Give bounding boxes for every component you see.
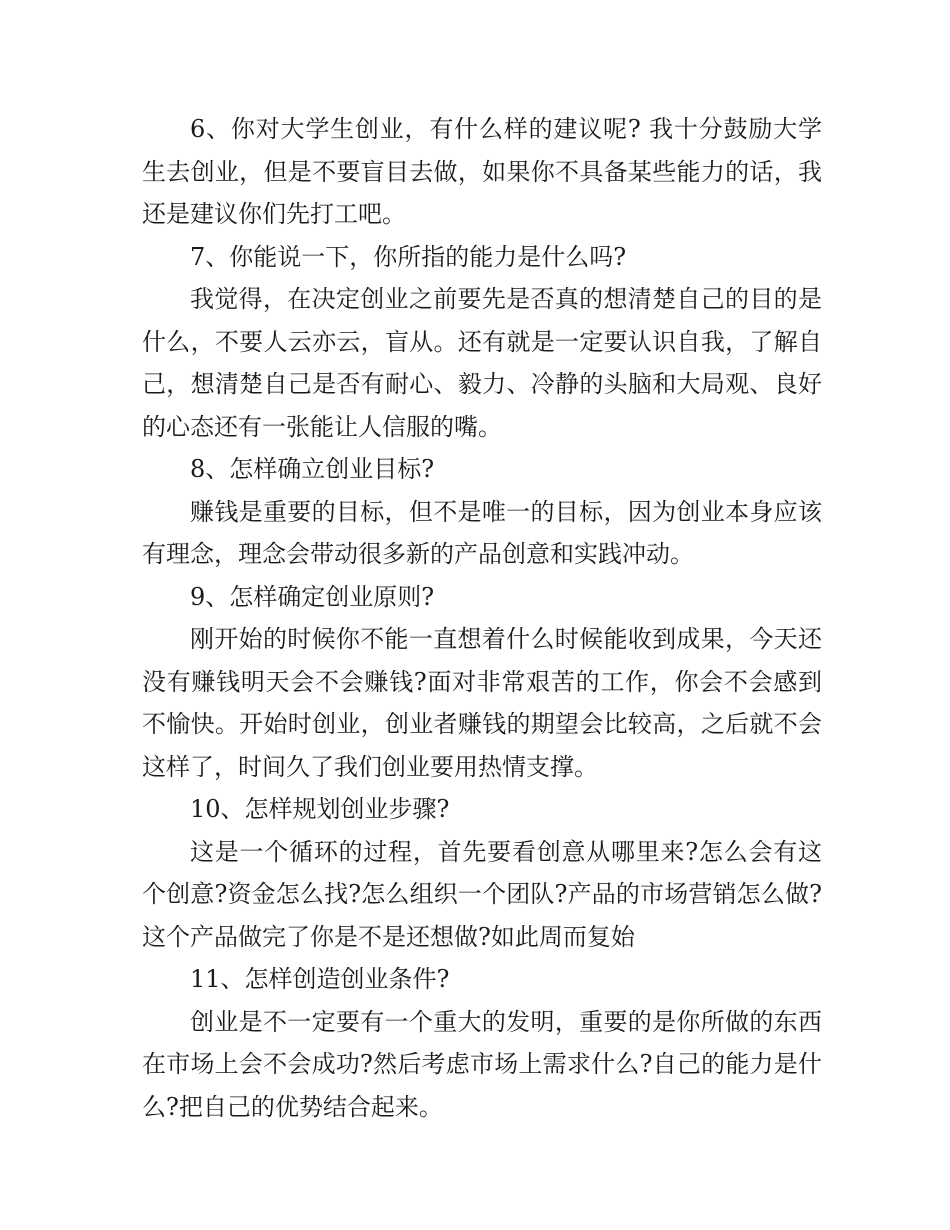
paragraph-a11: 创业是不一定要有一个重大的发明，重要的是你所做的东西在市场上会不会成功?然后考虑市场上需求什么?自己的能力是什么?把自己的优势结合起来。 [142, 1007, 822, 1121]
paragraph-a7: 我觉得，在决定创业之前要先是否真的想清楚自己的目的是什么，不要人云亦云，盲从。还有就是一定要认识自我，了解自己，想清楚自己是否有耐心、毅力、冷静的头脑和大局观、良好的心态还有一张能让人信服的嘴。 [142, 285, 822, 441]
paragraph-q7: 7、你能说一下，你所指的能力是什么吗? [190, 242, 627, 271]
paragraph-a8: 赚钱是重要的目标，但不是唯一的目标，因为创业本身应该有理念，理念会带动很多新的产品创意和实践冲动。 [142, 497, 822, 568]
paragraph-q8: 8、怎样确立创业目标? [190, 455, 435, 483]
paragraph-q9: 9、怎样确定创业原则? [190, 582, 435, 611]
paragraph-q6: 6、你对大学生创业，有什么样的建议呢? 我十分鼓励大学生去创业，但是不要盲目去做，如果你不具备某些能力的话，我还是建议你们先打工吧。 [142, 115, 822, 228]
paragraph-q11: 11、怎样创造创业条件? [190, 965, 450, 993]
paragraph-a9: 刚开始的时候你不能一直想着什么时候能收到成果，今天还没有赚钱明天会不会赚钱?面对非常艰苦的工作，你会不会感到不愉快。开始时创业，创业者赚钱的期望会比较高，之后就不会这样了，时间久了我们创业要用热情支撑。 [142, 625, 822, 781]
document-body [142, 108, 822, 1128]
paragraph-a10: 这是一个循环的过程，首先要看创意从哪里来?怎么会有这个创意?资金怎么找?怎么组织一个团队?产品的市场营销怎么做?这个产品做完了你是不是还想做?如此周而复始 [142, 837, 822, 951]
paragraph-q10: 10、怎样规划创业步骤? [190, 795, 450, 823]
